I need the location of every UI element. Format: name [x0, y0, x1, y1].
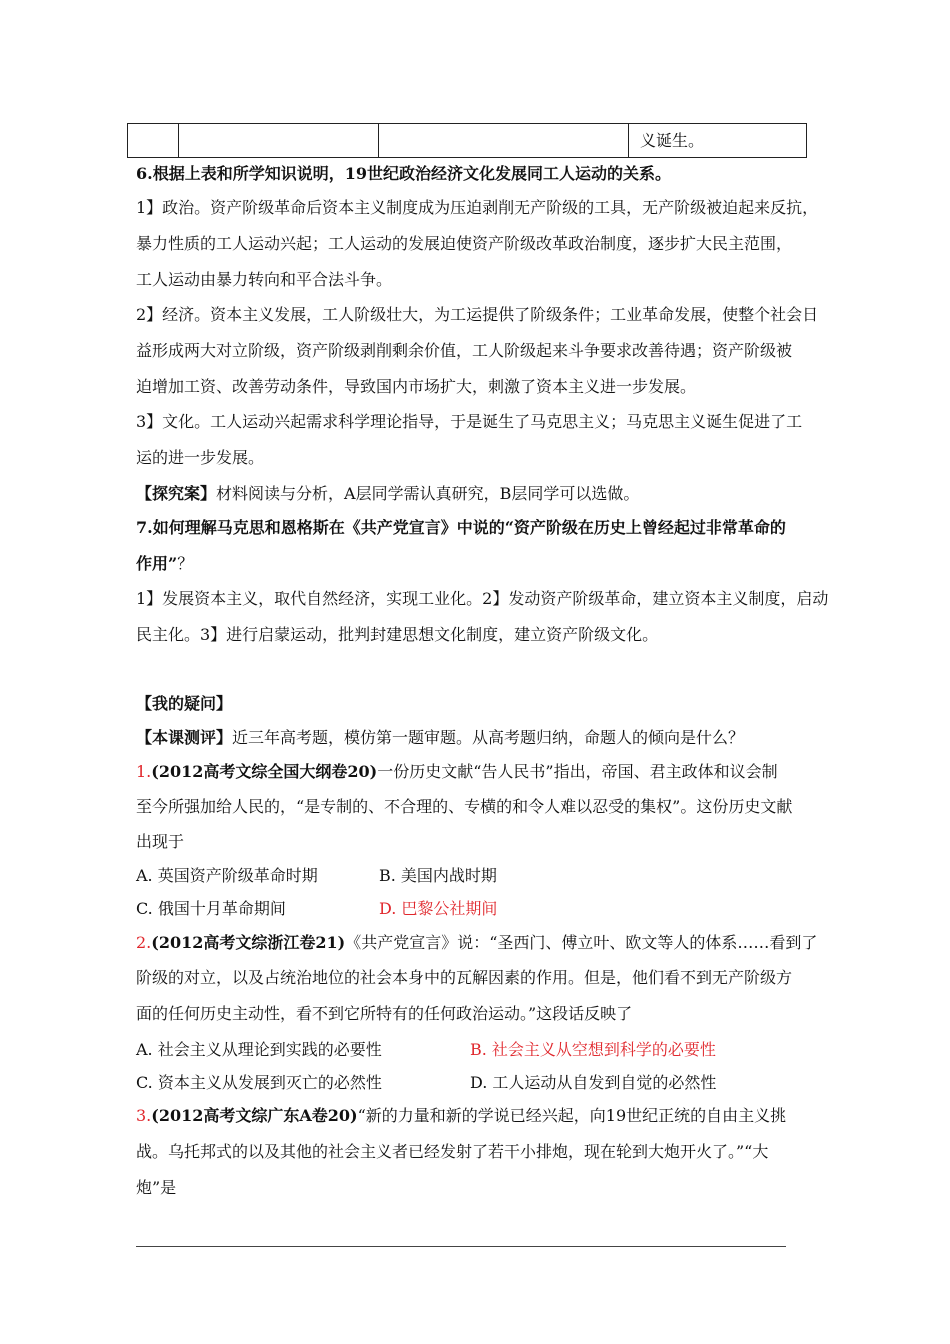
p1-stem — [136, 762, 778, 782]
p3-line: 炮”是 — [136, 1178, 177, 1197]
p2-option-a: A. 社会主义从理论到实践的必要性 — [136, 1040, 382, 1059]
p1-line: 至今所强加给人民的，“是专制的、不合理的、专横的和令人难以忍受的集权”。这份历史文献 — [136, 797, 793, 816]
test-label: 【本课测评】 — [136, 728, 233, 747]
table-divider — [378, 124, 379, 157]
p2-source: (2012高考文综浙江卷21) — [151, 933, 346, 952]
q7-title-cont — [136, 554, 193, 574]
footer-divider — [136, 1246, 786, 1247]
explore-label: 【探究案】 — [136, 484, 217, 503]
p2-line: 面的任何历史主动性，看不到它所特有的任何政治运动。”这段话反映了 — [136, 1004, 633, 1023]
p3-number: 3. — [136, 1106, 152, 1125]
explore-text: 材料阅读与分析，A层同学需认真研究，B层同学可以选做。 — [216, 484, 640, 503]
q7-answer-line: 1】发展资本主义，取代自然经济，实现工业化。2】发动资产阶级革命，建立资本主义制度，启动 — [136, 589, 829, 608]
test-text: 近三年高考题，模仿第一题审题。从高考题归纳，命题人的倾向是什么？ — [232, 728, 745, 747]
p2-option-d: D. 工人运动从自发到自觉的必然性 — [470, 1073, 717, 1092]
q6-answer-line: 暴力性质的工人运动兴起；工人运动的发展迫使资产阶级改革政治制度，逐步扩大民主范围， — [136, 234, 793, 253]
table-fragment — [127, 123, 807, 158]
table-divider — [628, 124, 629, 157]
p2-option-b-answer: B. 社会主义从空想到科学的必要性 — [470, 1040, 716, 1059]
q6-answer-line: 1】政治。资产阶级革命后资本主义制度成为压迫剥削无产阶级的工具，无产阶级被迫起来反抗， — [136, 198, 819, 217]
q6-answer-line: 工人运动由暴力转向和平合法斗争。 — [136, 270, 393, 289]
table-cell: 义诞生。 — [640, 131, 705, 150]
p1-line: 一份历史文献“告人民书”指出，帝国、君主政体和议会制 — [377, 762, 778, 781]
q6-answer-line: 迫增加工资、改善劳动条件，导致国内市场扩大，刺激了资本主义进一步发展。 — [136, 377, 697, 396]
p2-line: 《共产党宣言》说：“圣西门、傅立叶、欧文等人的体系……看到了 — [345, 933, 818, 952]
p2-stem — [136, 933, 817, 953]
p1-option-b: B. 美国内战时期 — [379, 866, 497, 885]
q7-title: 7.如何理解马克思和恩格斯在《共产党宣言》中说的“资产阶级在历史上曾经起过非常革命的 — [136, 518, 786, 537]
q7-title-tail: ？ — [177, 554, 194, 573]
p3-source: (2012高考文综广东A卷20) — [151, 1106, 358, 1125]
test-section — [136, 728, 744, 748]
q7-answer-line: 民主化。3】进行启蒙运动，批判封建思想文化制度，建立资产阶级文化。 — [136, 625, 659, 644]
my-question-heading: 【我的疑问】 — [136, 694, 233, 713]
p1-option-d-answer: D. 巴黎公社期间 — [379, 899, 498, 918]
p1-number: 1. — [136, 762, 152, 781]
q6-answer-line: 运的进一步发展。 — [136, 448, 265, 467]
q6-answer-line: 益形成两大对立阶级，资产阶级剥削剩余价值，工人阶级起来斗争要求改善待遇；资产阶级被 — [136, 341, 793, 360]
q6-answer-line: 2】经济。资本主义发展，工人阶级壮大，为工运提供了阶级条件；工业革命发展，使整个社会日 — [136, 305, 819, 324]
p2-option-c: C. 资本主义从发展到灭亡的必然性 — [136, 1073, 382, 1092]
p2-number: 2. — [136, 933, 152, 952]
p3-line: 战。乌托邦式的以及其他的社会主义者已经发射了若干小排炮，现在轮到大炮开火了。”“大 — [136, 1142, 769, 1161]
q6-title: 6.根据上表和所学知识说明，19世纪政治经济文化发展同工人运动的关系。 — [136, 164, 671, 183]
q7-title-bold: 作用” — [136, 554, 178, 573]
p2-line: 阶级的对立，以及占统治地位的社会本身中的瓦解因素的作用。但是，他们看不到无产阶级方 — [136, 968, 793, 987]
p1-option-c: C. 俄国十月革命期间 — [136, 899, 286, 918]
p3-stem — [136, 1106, 786, 1126]
p1-source: (2012高考文综全国大纲卷20) — [151, 762, 378, 781]
p3-line: “新的力量和新的学说已经兴起，向19世纪正统的自由主义挑 — [357, 1106, 787, 1125]
explore-section — [136, 484, 639, 504]
p1-option-a: A. 英国资产阶级革命时期 — [136, 866, 318, 885]
p1-line: 出现于 — [136, 832, 185, 851]
q6-answer-line: 3】文化。工人运动兴起需求科学理论指导，于是诞生了马克思主义；马克思主义诞生促进了工 — [136, 412, 803, 431]
table-divider — [178, 124, 179, 157]
